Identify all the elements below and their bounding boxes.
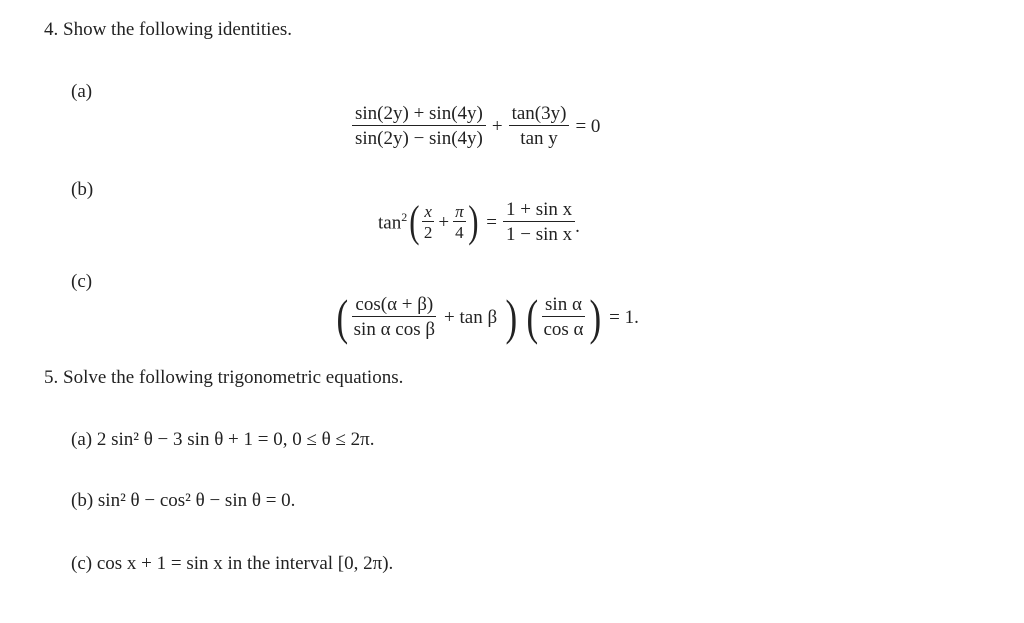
identity-4b	[378, 197, 580, 246]
identity-4b-2: 2	[423, 223, 433, 242]
identity-4c-rhs: = 1.	[609, 306, 639, 328]
identity-4b-pi: π	[455, 202, 464, 221]
identity-4b-x: x	[424, 202, 432, 221]
identity-4b-right-paren: )	[467, 197, 479, 246]
identity-4c-denominator-2: cos α	[543, 319, 584, 340]
identity-4c-left-paren-2: (	[526, 289, 538, 345]
identity-4a	[352, 104, 606, 148]
identity-4c-plus-tan: + tan β	[444, 306, 498, 328]
identity-4a-plus: +	[491, 115, 503, 137]
part-4a-label: (a)	[71, 81, 93, 102]
identity-4c-numerator-1: cos(α + β)	[352, 295, 436, 317]
identity-4b-denominator: 1 − sin x	[506, 224, 573, 245]
identity-4b-fraction	[503, 200, 575, 244]
identity-4c-left-paren-1: (	[336, 289, 349, 345]
identity-4b-plus: +	[438, 211, 450, 233]
identity-4b-pi-over-4	[453, 203, 466, 241]
identity-4b-x-over-2	[422, 203, 435, 241]
identity-4b-period: .	[575, 216, 580, 237]
identity-4a-denominator-1: sin(2y) − sin(4y)	[355, 128, 483, 149]
identity-4b-tan	[378, 211, 407, 232]
identity-4c-fraction-1	[351, 295, 438, 339]
identity-4a-numerator-1: sin(2y) + sin(4y)	[352, 104, 486, 126]
identity-4b-tan-text: tan	[378, 212, 402, 234]
identity-4b-equals: =	[486, 211, 497, 233]
identity-4c-numerator-2: sin α	[542, 295, 585, 317]
part-4b-label: (b)	[71, 179, 94, 200]
identity-4b-exponent: 2	[401, 210, 408, 225]
equation-5b: (b) sin² θ − cos² θ − sin θ = 0.	[71, 490, 296, 511]
equation-5a: (a) 2 sin² θ − 3 sin θ + 1 = 0, 0 ≤ θ ≤ 2π.	[71, 429, 375, 450]
identity-4c-right-paren-1: )	[505, 289, 518, 345]
part-4c-label: (c)	[71, 271, 93, 292]
problem-5-heading: 5. Solve the following trigonometric equations.	[44, 367, 404, 388]
identity-4a-rhs: = 0	[575, 115, 601, 137]
identity-4a-denominator-2: tan y	[520, 128, 558, 149]
identity-4a-fraction-1	[352, 104, 486, 148]
identity-4b-4: 4	[455, 223, 464, 242]
identity-4b-left-paren: (	[409, 197, 420, 246]
identity-4c-denominator-1: sin α cos β	[353, 319, 436, 340]
identity-4c-right-paren-2: )	[588, 289, 601, 345]
identity-4c-fraction-2	[540, 295, 586, 339]
problem-4-heading: 4. Show the following identities.	[44, 19, 293, 40]
identity-4a-numerator-2: tan(3y)	[509, 104, 570, 126]
equation-5c: (c) cos x + 1 = sin x in the interval [0, 2π).	[71, 553, 394, 574]
identity-4b-numerator: 1 + sin x	[503, 200, 575, 222]
identity-4a-fraction-2	[509, 104, 570, 148]
identity-4c	[334, 289, 645, 345]
